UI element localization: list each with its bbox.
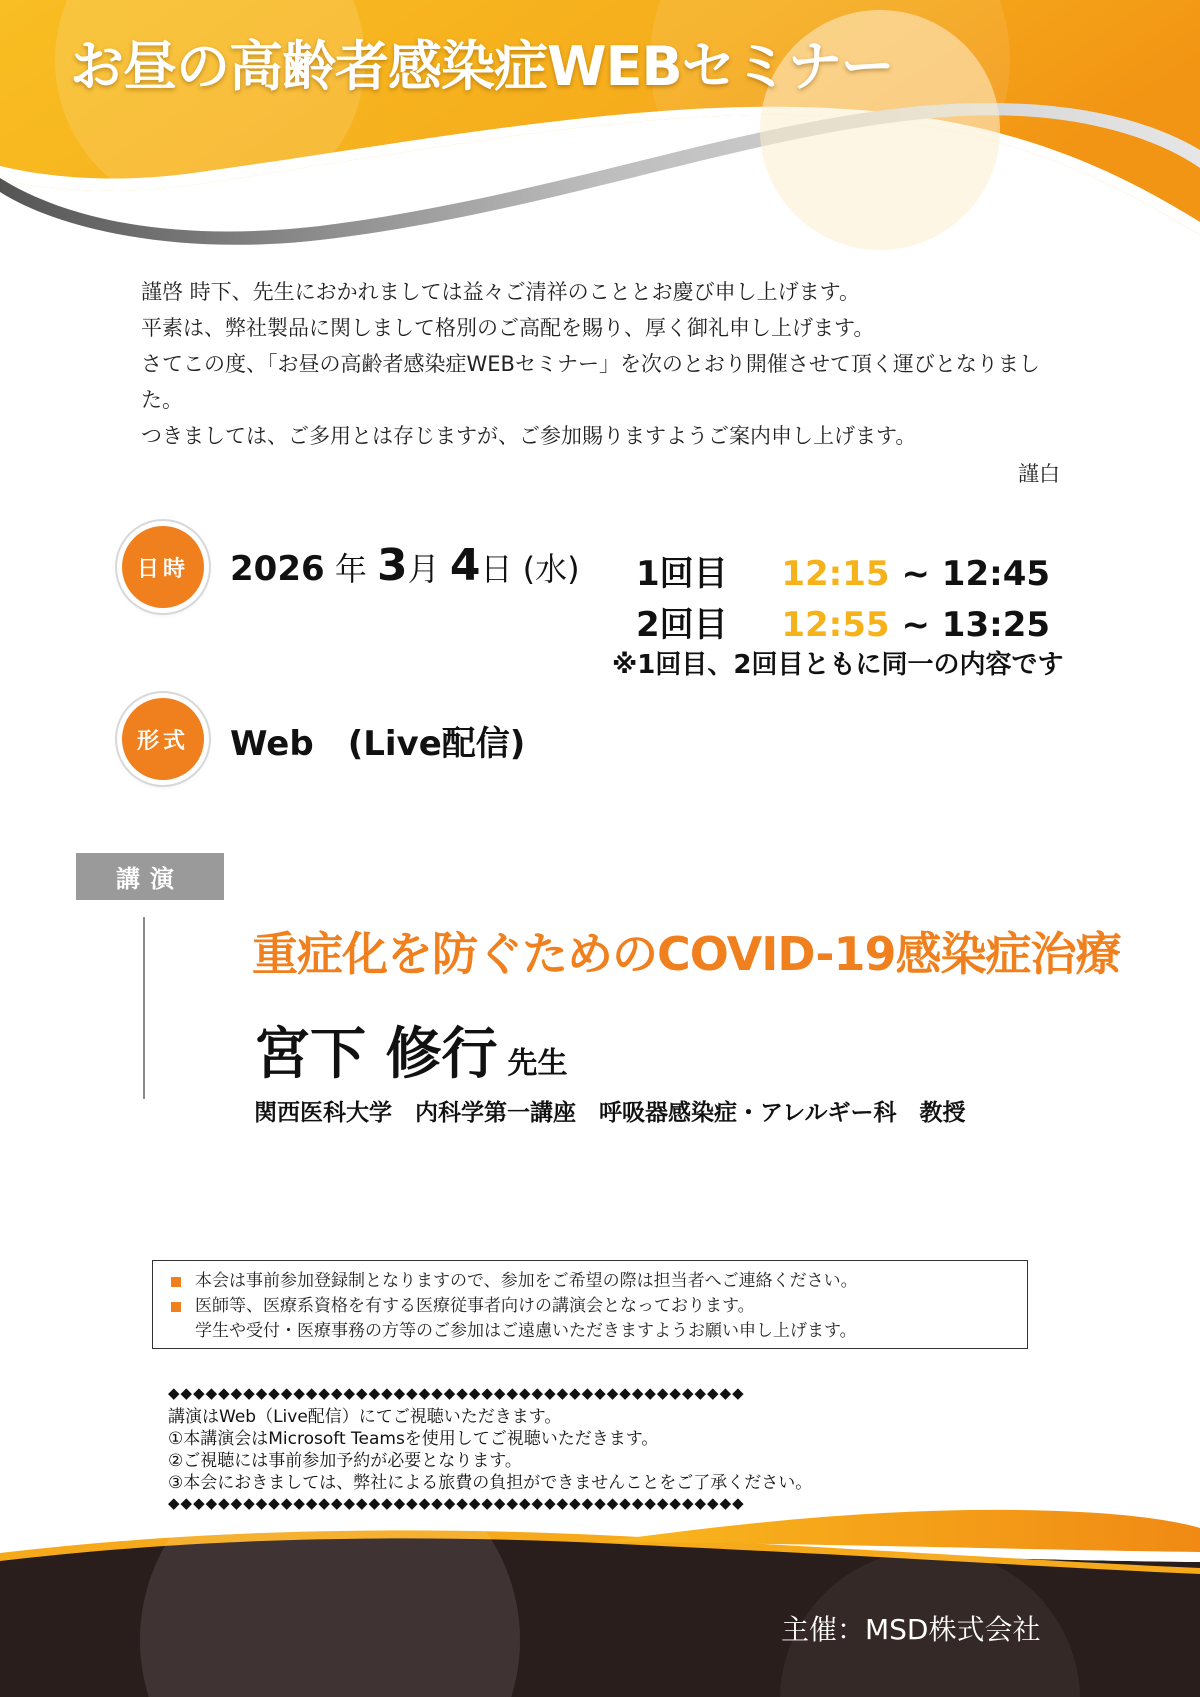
orange-square-bullet-icon (171, 1302, 181, 1312)
greeting-text (141, 274, 1071, 454)
date-day: 4 (449, 540, 481, 591)
lecture-divider-line (143, 917, 145, 1099)
datetime-badge: 日時 (122, 526, 204, 608)
info-line: ②ご視聴には事前参加予約が必要となります。 (168, 1451, 522, 1471)
lecture-title: 重症化を防ぐためのCOVID-19感染症治療 (252, 927, 1121, 981)
notice-item (171, 1269, 1027, 1294)
session-start-time: 12:15 (781, 554, 890, 594)
notice-item-text: 本会は事前参加登録制となりますので、参加をご希望の際は担当者へご連絡ください。 (195, 1271, 858, 1291)
date-day-unit: 日 (480, 550, 513, 588)
session-label: 2回目 (636, 605, 728, 645)
session-note: ※1回目、2回目ともに同一の内容です (612, 650, 1064, 680)
greeting-line: つきましては、ご多用とは存じますが、ご参加賜りますようご案内申し上げます。 (141, 424, 917, 448)
session-start-time: 12:55 (781, 605, 890, 645)
session-label: 1回目 (636, 554, 728, 594)
event-date (230, 540, 580, 591)
time-tilde: ~ (901, 605, 930, 645)
info-line: ①本講演会はMicrosoft Teamsを使用してご視聴いただきます。 (168, 1429, 659, 1449)
date-month: 3 (377, 540, 408, 591)
speaker-honorific: 先生 (507, 1046, 568, 1081)
notice-item (171, 1294, 1027, 1319)
speaker-name: 宮下 修行 (254, 1022, 498, 1087)
date-month-unit: 月 (407, 550, 440, 588)
info-line: 講演はWeb（Live配信）にてご視聴いただきます。 (168, 1407, 562, 1427)
date-year-unit: 年 (334, 550, 367, 588)
greeting-line: 平素は、弊社製品に関しまして格別のご高配を賜り、厚く御礼申し上げます。 (141, 316, 875, 340)
orange-square-bullet-icon (171, 1277, 181, 1287)
diamond-divider: ◆◆◆◆◆◆◆◆◆◆◆◆◆◆◆◆◆◆◆◆◆◆◆◆◆◆◆◆◆◆◆◆◆◆◆◆◆◆◆◆◆◆◆◆◆◆ (168, 1494, 745, 1512)
lecture-tab: 講演 (76, 853, 224, 900)
greeting-line: 謹啓 時下、先生におかれましては益々ご清祥のこととお慶び申し上げます。 (141, 280, 860, 304)
viewing-info (168, 1406, 812, 1494)
greeting-line: さてこの度、「お昼の高齢者感染症WEBセミナー」を次のとおり開催させて頂く運びとなりました。 (141, 352, 1040, 412)
session-end-time: 13:25 (941, 605, 1051, 645)
greeting-closing: 謹白 (1018, 462, 1060, 486)
time-tilde: ~ (901, 554, 930, 594)
session-row (636, 597, 1050, 646)
page-title: お昼の高齢者感染症WEBセミナー (70, 35, 894, 98)
info-line: ③本会におきましては、弊社による旅費の負担ができませんことをご了承ください。 (168, 1473, 813, 1493)
format-value: Web (Live配信) (230, 724, 526, 764)
speaker (254, 1010, 568, 1090)
notice-box (152, 1260, 1028, 1349)
session-row (636, 546, 1050, 595)
notice-item-text: 医師等、医療系資格を有する医療従事者向けの講演会となっております。 (195, 1296, 755, 1316)
date-year: 2026 (230, 549, 325, 589)
speaker-affiliation: 関西医科大学 内科学第一講座 呼吸器感染症・アレルギー科 教授 (254, 1100, 966, 1126)
organizer: 主催：MSD株式会社 (781, 1613, 1041, 1646)
notice-continuation: 学生や受付・医療事務の方等のご参加はご遠慮いただきますようお願い申し上げます。 (195, 1321, 857, 1341)
format-badge: 形式 (122, 698, 204, 780)
session-end-time: 12:45 (941, 554, 1051, 594)
diamond-divider: ◆◆◆◆◆◆◆◆◆◆◆◆◆◆◆◆◆◆◆◆◆◆◆◆◆◆◆◆◆◆◆◆◆◆◆◆◆◆◆◆◆◆◆◆◆◆ (168, 1384, 745, 1402)
date-weekday: (水) (522, 550, 580, 588)
